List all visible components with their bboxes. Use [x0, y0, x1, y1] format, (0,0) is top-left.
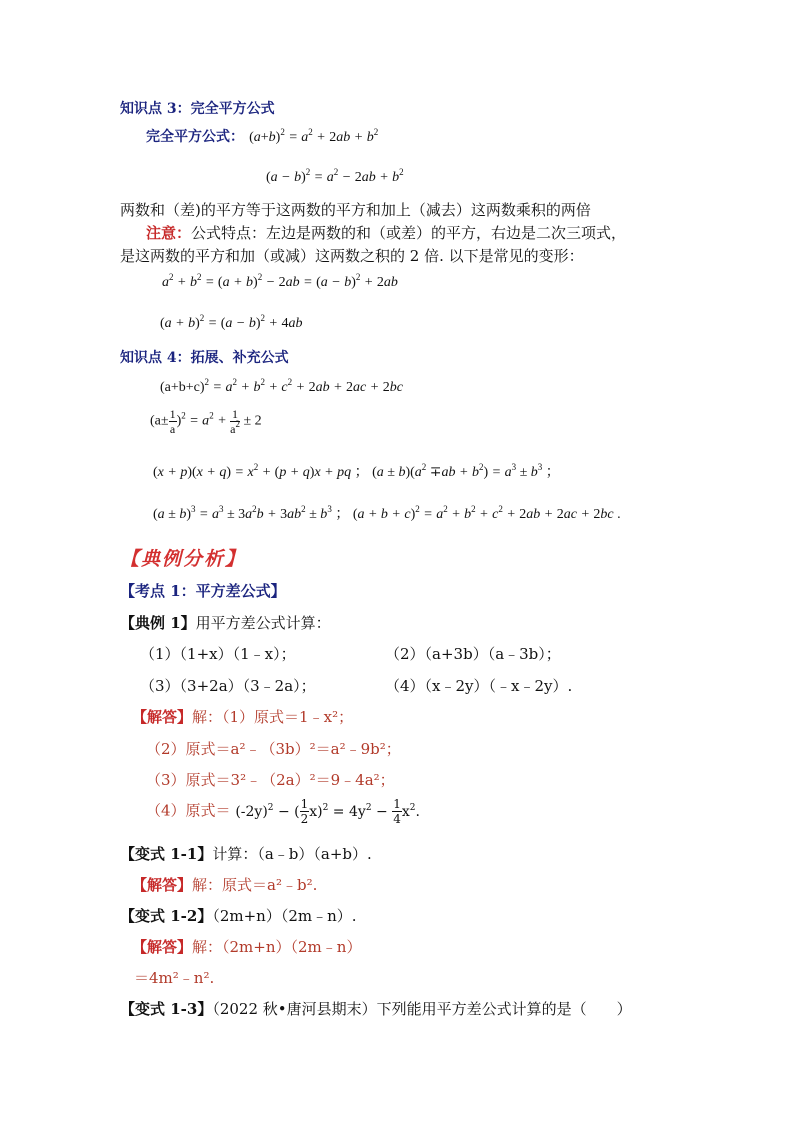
- example-1-ans1: 解：（1）原式＝1﹣x²；: [192, 708, 354, 726]
- example-1-answer-3: （3）原式＝3²﹣（2a）²＝9﹣4a²；: [146, 771, 395, 789]
- k3-text-1: 两数和（差)的平方等于这两数的平方和加上（减去）这两数乘积的两倍: [120, 201, 591, 219]
- example-1-answer-label: 【解答】: [132, 708, 193, 726]
- example-1-part-1: （1）（1+x）（1﹣x）；: [140, 645, 296, 663]
- variant-1-2-answer-2: ＝4m²﹣n².: [134, 969, 215, 987]
- section-title: 【典例分析】: [120, 548, 247, 570]
- variant-1-2: [120, 905, 357, 926]
- k3-variant-1: $a^2 + b^2 = (a + b)^2 - 2ab = (a - b)^2 + 2ab$: [162, 272, 398, 290]
- example-1-answer-2: （2）原式＝a²﹣（3b）²＝a²﹣9b²；: [146, 740, 401, 758]
- k3-note-text: 公式特点：左边是两数的和（或差）的平方，右边是二次三项式，: [191, 224, 627, 242]
- example-1: [120, 612, 331, 633]
- variant-1-3-label: 【变式 1-3】: [120, 1000, 213, 1018]
- k3-formula-2: $(a - b)^2 = a^2 - 2ab + b^2$: [266, 167, 404, 185]
- example-1-answer-1: [132, 706, 353, 727]
- variant-1-2-answer-1: [132, 936, 361, 957]
- example-1-part-2: （2）（a+3b）（a﹣3b）；: [385, 645, 561, 663]
- example-1-text: 用平方差公式计算：: [195, 614, 331, 632]
- variant-1-1-answer-label: 【解答】: [132, 876, 193, 894]
- k4-heading: 知识点 4：拓展、补充公式: [120, 350, 289, 366]
- variant-1-1-ans: 解：原式＝a²﹣b².: [192, 876, 318, 894]
- k3-variant-2: $(a + b)^2 = (a - b)^2 + 4ab$: [160, 313, 303, 331]
- k3-f1: $(a+b)^2 = a^2 + 2ab + b^2$: [249, 127, 379, 145]
- variant-1-1: [120, 843, 372, 864]
- k4-formula-2: (a± $\frac{1}{a}$ )$^2 = a^2$ + $\frac{1}{a^2}$ ± 2: [150, 407, 262, 436]
- variant-1-2-text: （2m+n）（2m﹣n）.: [212, 907, 357, 925]
- variant-1-1-text: 计算：（a﹣b）（a+b）.: [212, 845, 372, 863]
- variant-1-3: [120, 998, 632, 1019]
- variant-1-1-answer: [132, 874, 317, 895]
- k3-formula-1: [146, 126, 378, 146]
- example-1-label: 【典例 1】: [120, 614, 196, 632]
- k3-label: 完全平方公式：: [146, 129, 244, 145]
- example-1-answer-4: （4）原式＝ $(-2y)^2$ − ( $\frac{1}{2}$ $x)^2 = 4y^2$ − $\frac{1}{4}$ $x^2$.: [146, 797, 420, 826]
- variant-1-2-answer-label: 【解答】: [132, 938, 193, 956]
- variant-1-2-label: 【变式 1-2】: [120, 907, 213, 925]
- variant-1-2-ans1: 解：（2m+n）（2m﹣n）: [192, 938, 362, 956]
- k3-note: [146, 222, 626, 243]
- k3-note-label: 注意：: [146, 224, 192, 242]
- variant-1-1-label: 【变式 1-1】: [120, 845, 213, 863]
- k3-text-2: 是这两数的平方和加（或减）这两数之积的 2 倍. 以下是常见的变形：: [120, 247, 584, 265]
- k4-formula-4: $(a \pm b)^3 = a^3 \pm 3a^2b + 3ab^2 \pm b^3$ ； $(a + b + c)^2 = a^2 + b^2 + c^2 + 2ab + 2ac + 2bc$ .: [153, 504, 621, 522]
- kaodian-1: 【考点 1：平方差公式】: [120, 582, 286, 600]
- example-1-part-4: （4）（x﹣2y）（﹣x﹣2y）.: [385, 677, 573, 695]
- k3-heading: 知识点 3：完全平方公式: [120, 101, 275, 117]
- variant-1-3-text: （2022 秋•唐河县期末）下列能用平方差公式计算的是（ ）: [212, 1000, 632, 1018]
- k4-formula-1: $(a+b+c)^2 = a^2 + b^2 + c^2 + 2ab + 2ac + 2bc$: [160, 377, 403, 395]
- example-1-part-3: （3）（3+2a）（3﹣2a）；: [140, 677, 316, 695]
- k4-formula-3: $(x + p)(x + q) = x^2 + (p + q)x$ + pq ； $(a \pm b)(a^2 \mp ab + b^2) = a^3 \pm b^3$ ；: [153, 462, 560, 480]
